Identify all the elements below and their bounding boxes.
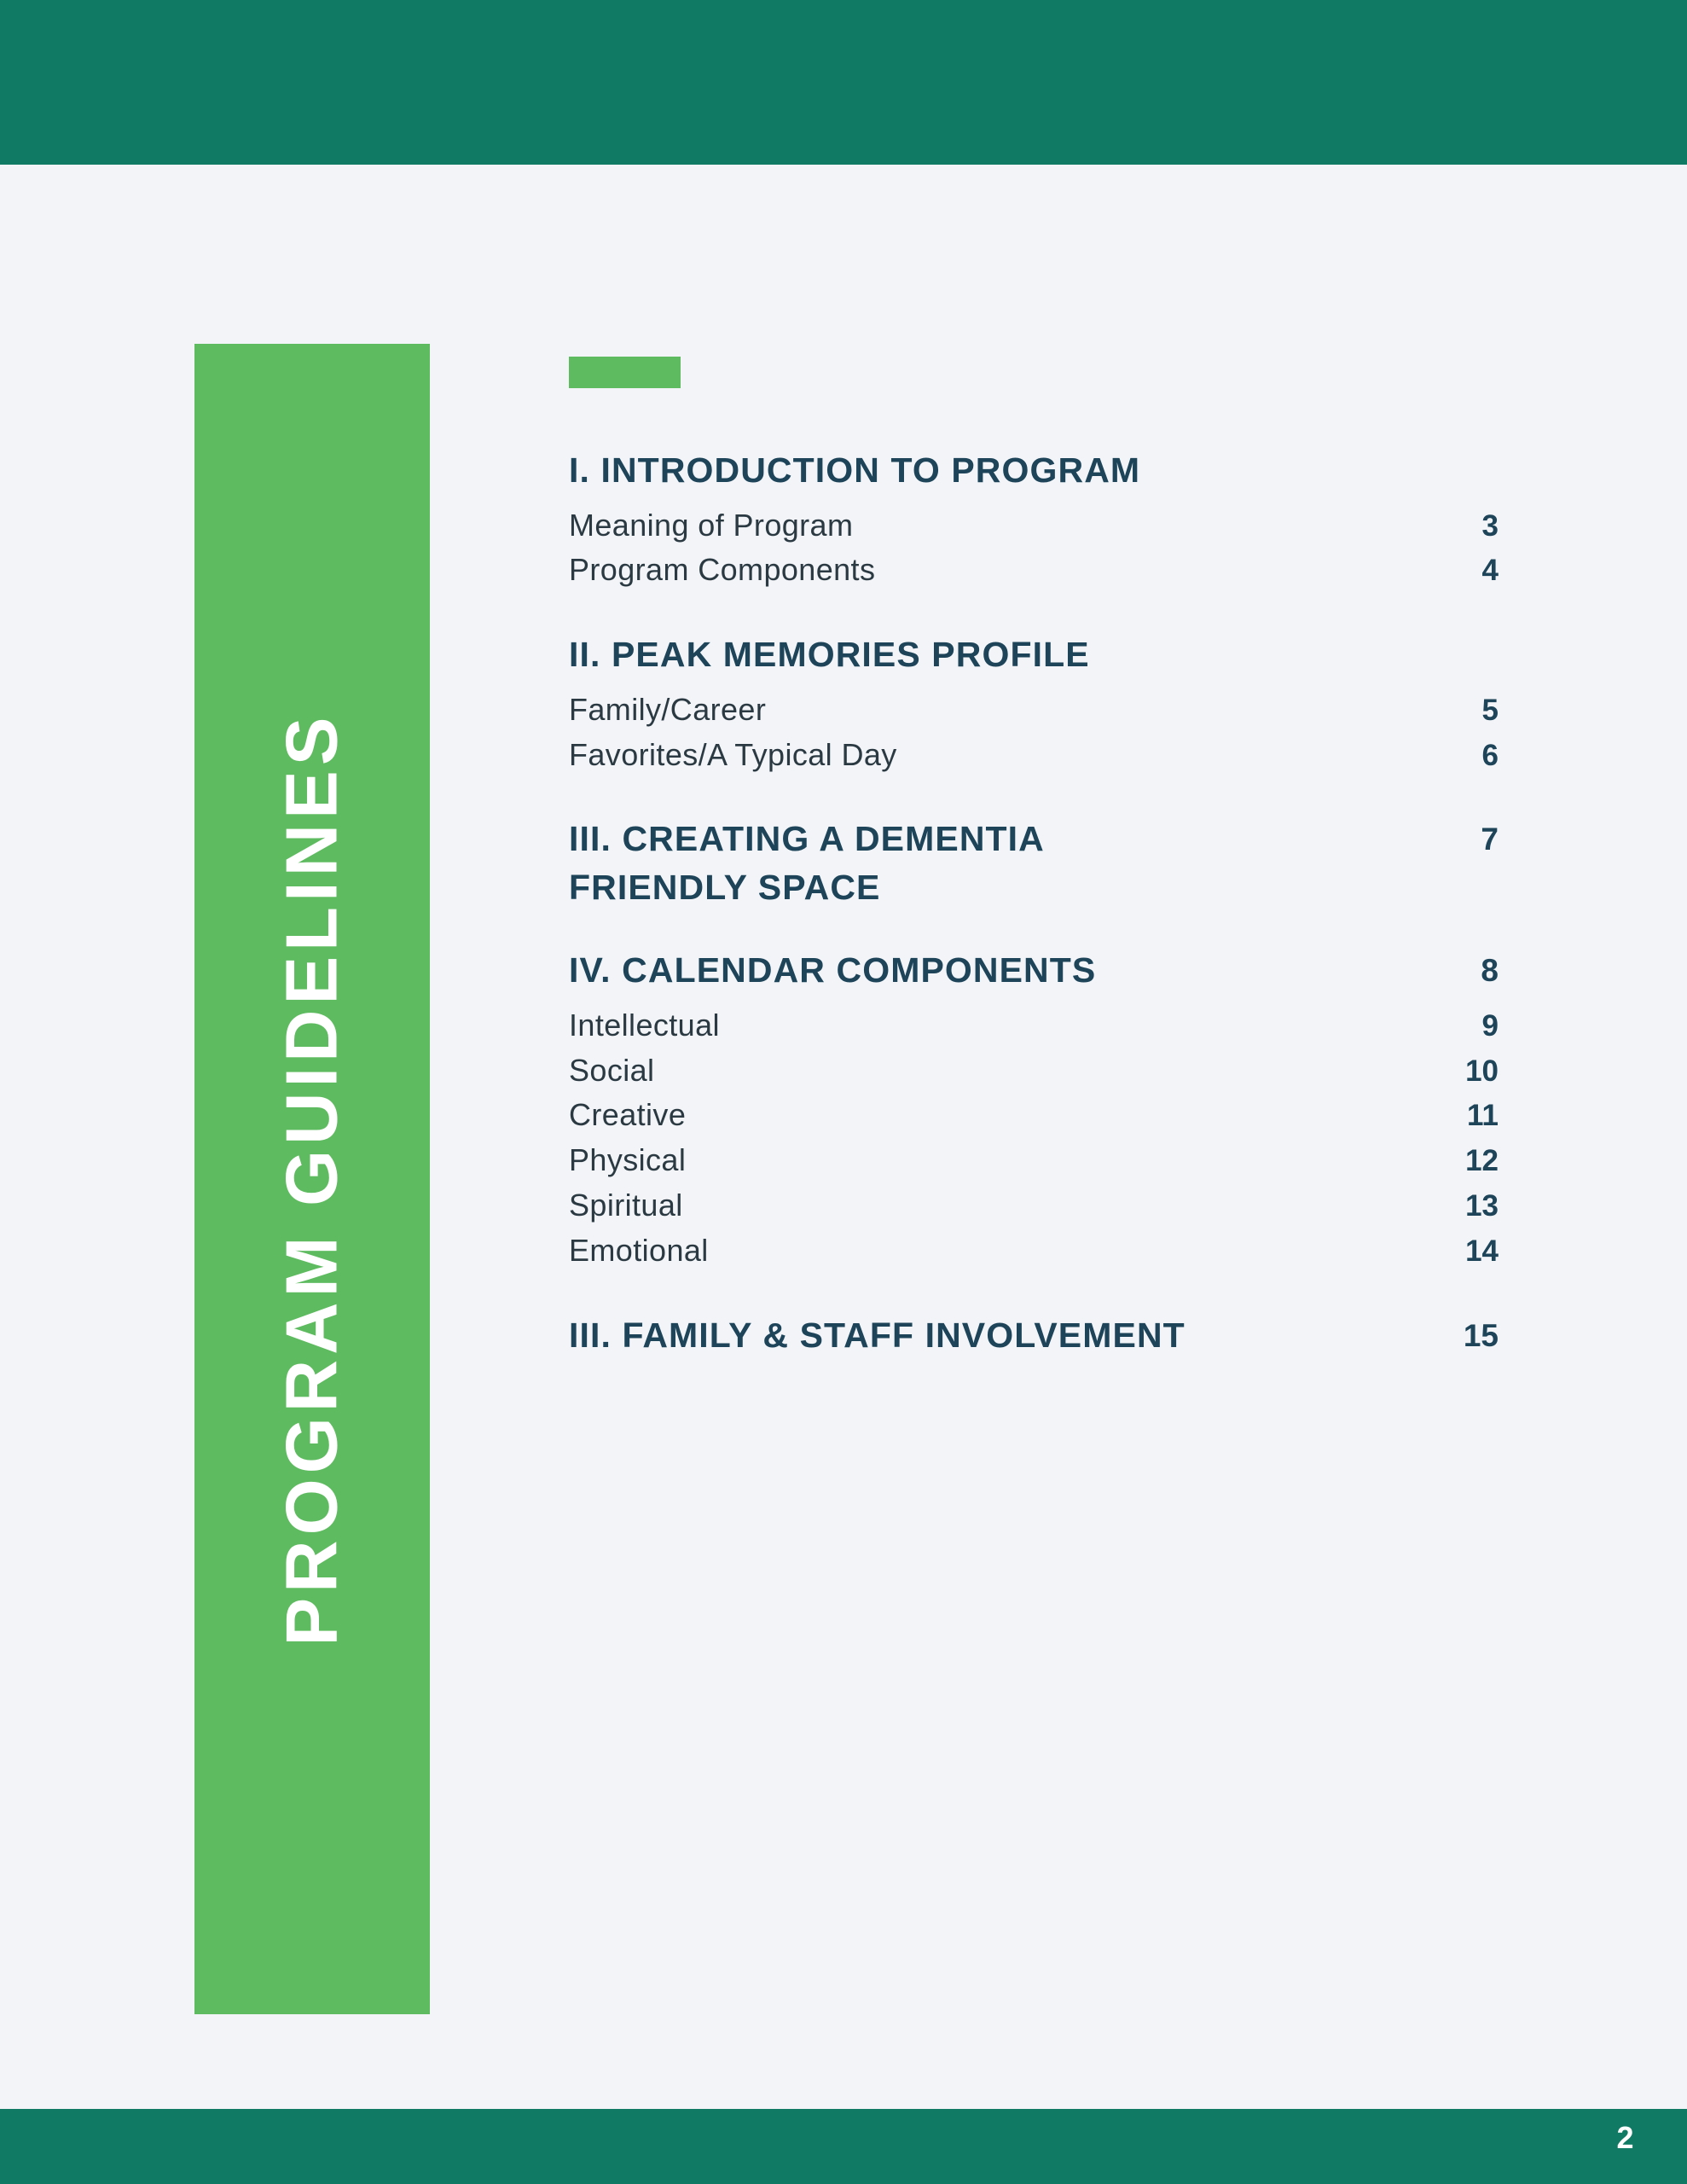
toc-entry-label: Meaning of Program [569,507,854,543]
toc-section-title: III. FAMILY & STAFF INVOLVEMENT [569,1315,1186,1355]
toc-entry-page-number: 5 [1481,693,1499,727]
table-of-contents [569,357,1499,1394]
toc-entry-label: Spiritual [569,1188,683,1223]
toc-entry-label: Creative [569,1097,687,1133]
toc-entry-label: Family/Career [569,691,767,727]
toc-entry-page-number: 6 [1481,738,1499,772]
toc-section-title: IV. CALENDAR COMPONENTS [569,950,1097,990]
toc-section-page-number: 8 [1481,952,1499,988]
toc-entry[interactable] [569,1183,1499,1228]
sidebar-title-text: PROGRAM GUIDELINES [271,712,353,1647]
top-banner [0,0,1687,165]
toc-entry-label: Social [569,1052,655,1088]
accent-dash-rule [569,357,681,388]
toc-entry[interactable] [569,1228,1499,1274]
toc-section-header[interactable] [569,446,1499,495]
toc-entry-page-number: 10 [1465,1054,1499,1088]
toc-section [569,1311,1499,1360]
toc-section-list [569,446,1499,1360]
toc-section-title: II. PEAK MEMORIES PROFILE [569,635,1090,675]
toc-entry[interactable] [569,548,1499,593]
toc-section-header[interactable] [569,815,1499,911]
toc-entry[interactable] [569,503,1499,549]
toc-entry-label: Favorites/A Typical Day [569,736,897,772]
toc-section [569,630,1499,777]
toc-entry-label: Emotional [569,1232,709,1268]
toc-entry-page-number: 3 [1481,508,1499,543]
toc-entry-list [569,503,1499,594]
toc-entry-label: Program Components [569,552,876,588]
toc-entry-page-number: 12 [1465,1144,1499,1178]
toc-entry[interactable] [569,1093,1499,1138]
toc-section-title: III. CREATING A DEMENTIA FRIENDLY SPACE [569,819,1044,907]
toc-entry[interactable] [569,733,1499,778]
toc-entry-label: Intellectual [569,1007,720,1043]
toc-entry-list [569,688,1499,778]
toc-section-page-number: 7 [1481,822,1499,857]
toc-entry-label: Physical [569,1142,687,1178]
page-number: 2 [1616,2120,1634,2155]
toc-entry-page-number: 11 [1467,1099,1499,1133]
toc-entry[interactable] [569,1003,1499,1048]
toc-entry[interactable] [569,1048,1499,1094]
toc-entry-page-number: 9 [1481,1008,1499,1043]
toc-entry[interactable] [569,688,1499,733]
sidebar-title-bar [194,344,430,2014]
toc-section [569,946,1499,1274]
toc-section-header[interactable] [569,1311,1499,1360]
toc-section-page-number: 15 [1463,1317,1499,1353]
toc-section-header[interactable] [569,630,1499,679]
toc-entry-page-number: 13 [1465,1189,1499,1223]
toc-section-header[interactable] [569,946,1499,995]
toc-section-title: I. INTRODUCTION TO PROGRAM [569,450,1141,490]
toc-section [569,815,1499,911]
toc-section [569,446,1499,593]
bottom-banner [0,2109,1687,2184]
toc-entry-list [569,1003,1499,1274]
toc-entry[interactable] [569,1138,1499,1183]
toc-entry-page-number: 14 [1465,1234,1499,1268]
toc-entry-page-number: 4 [1481,554,1499,588]
